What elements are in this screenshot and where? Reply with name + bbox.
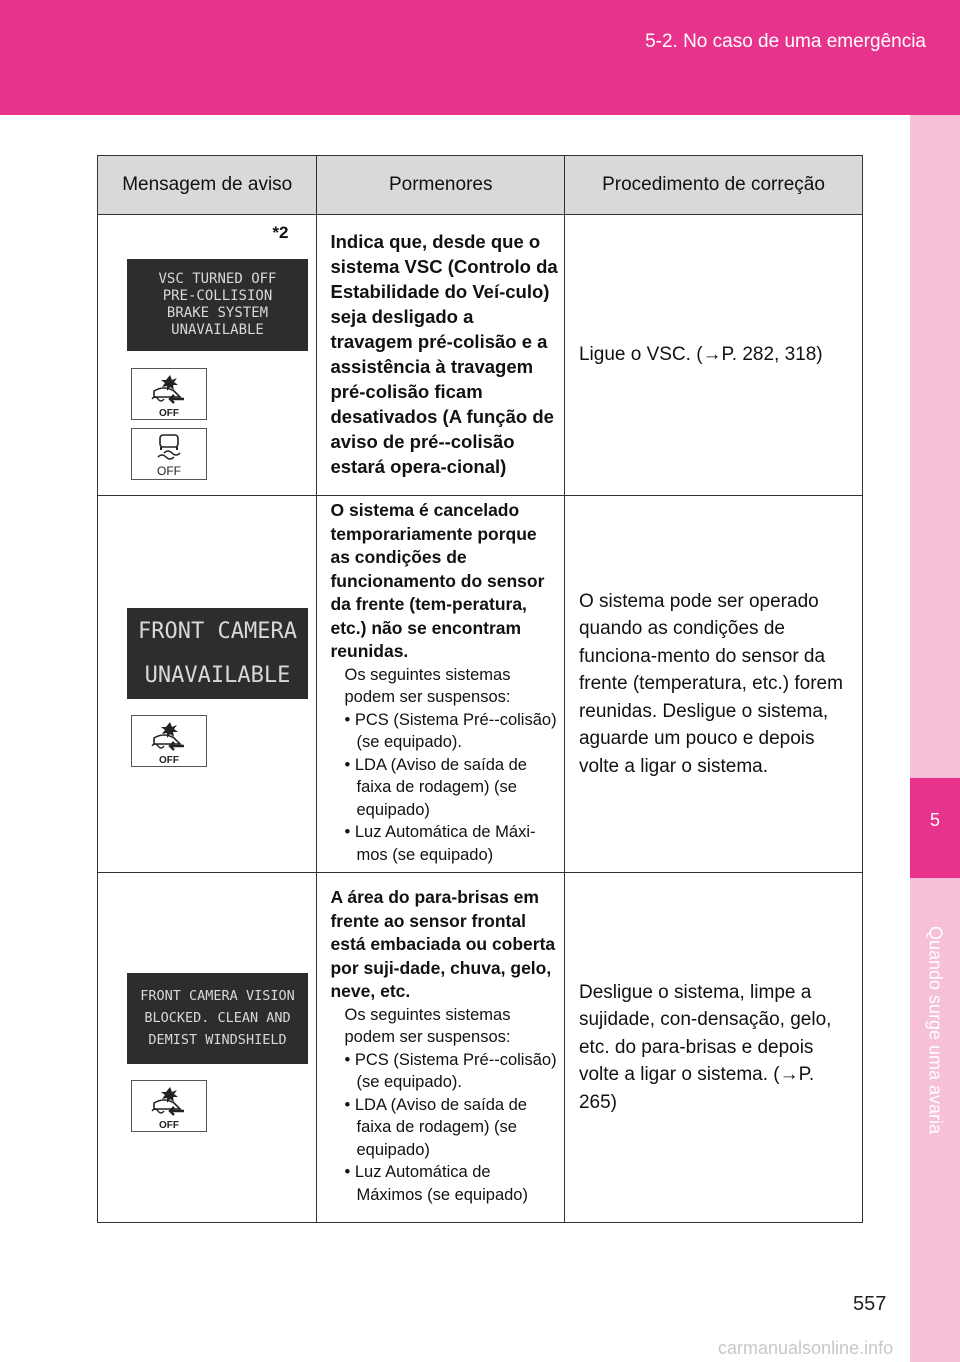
details-text: O sistema é cancelado temporariamente porque as condições de funcionamento do sensor da frente (tem-peratura, etc.) não se encontram reunidas. bbox=[330, 500, 545, 661]
procedure-text: Ligue o VSC. (→P. 282, 318) bbox=[578, 344, 823, 366]
table-row bbox=[98, 215, 863, 496]
chapter-number: 5 bbox=[929, 810, 940, 830]
lcd-line: VSC TURNED OFF bbox=[158, 271, 277, 287]
header-bar bbox=[0, 0, 960, 115]
procedure-cell bbox=[564, 873, 862, 1223]
warning-message-cell bbox=[98, 496, 317, 873]
footnote-mark: *2 bbox=[272, 223, 289, 242]
details-intro: Os seguintes sistemas podem ser suspensos: bbox=[344, 665, 511, 706]
details-cell bbox=[317, 873, 564, 1223]
details-cell bbox=[317, 215, 564, 496]
warning-message-table bbox=[97, 155, 863, 1223]
column-header-procedure: Procedimento de correção bbox=[564, 156, 862, 215]
pcs-off-indicator-icon bbox=[131, 715, 207, 767]
details-intro: Os seguintes sistemas podem ser suspensos: bbox=[344, 1005, 511, 1046]
lcd-warning-display bbox=[127, 608, 308, 699]
indicator-off-text: OFF bbox=[159, 408, 179, 419]
lcd-warning-display bbox=[127, 973, 308, 1064]
table-row bbox=[98, 496, 863, 873]
indicator-off-text: OFF bbox=[159, 755, 179, 766]
procedure-text: Desligue o sistema, limpe a sujidade, con-densação, gelo, etc. do para-brisas e depois volte a ligar o sistema. (→P. 265) bbox=[578, 981, 832, 1113]
details-text: A área do para-brisas em frente ao sensor frontal está embaciada ou coberta por suji-dade, chuva, gelo, neve, etc. bbox=[330, 887, 556, 1001]
lcd-line: UNAVAILABLE bbox=[144, 663, 291, 688]
details-subtext bbox=[330, 664, 559, 867]
lcd-line: BRAKE SYSTEM bbox=[166, 305, 269, 321]
details-list-item: • Luz Automática de Máximos (se equipado) bbox=[344, 1163, 528, 1204]
procedure-cell bbox=[564, 215, 862, 496]
column-header-message: Mensagem de aviso bbox=[98, 156, 317, 215]
table-row bbox=[98, 873, 863, 1223]
lcd-line: BLOCKED. CLEAN AND bbox=[144, 1010, 291, 1026]
procedure-text: O sistema pode ser operado quando as condições de funciona-mento do sensor da frente (temperatura, etc.) forem reunidas. Desligue o sistema, aguarde um pouco e depois volte a ligar o sistema. bbox=[578, 590, 843, 777]
lcd-line: FRONT CAMERA bbox=[138, 619, 297, 644]
lcd-line: UNAVAILABLE bbox=[171, 322, 264, 338]
table-header-row bbox=[98, 156, 863, 215]
details-list-item: • Luz Automática de Máxi-mos (se equipado) bbox=[344, 823, 536, 864]
lcd-line: DEMIST WINDSHIELD bbox=[148, 1032, 287, 1048]
details-cell bbox=[317, 496, 564, 873]
vsc-off-indicator-icon bbox=[131, 428, 207, 480]
details-list-item: • LDA (Aviso de saída de faixa de rodagem) (se equipado) bbox=[344, 1095, 527, 1159]
watermark: carmanualsonline.info bbox=[718, 1338, 894, 1358]
details-list-item: • LDA (Aviso de saída de faixa de rodagem) (se equipado) bbox=[344, 755, 527, 819]
lcd-line: PRE-COLLISION bbox=[162, 288, 273, 304]
details-text: Indica que, desde que o sistema VSC (Controlo da Estabilidade do Veí-culo) seja desligado a travagem pré-colisão e a assistência à travagem pré-colisão ficam desativados (A função de aviso de pré--colisão estará opera-cional) bbox=[330, 230, 558, 477]
warning-message-cell bbox=[98, 873, 317, 1223]
chapter-label: Quando surge uma avaria bbox=[925, 925, 946, 1135]
lcd-warning-display bbox=[127, 259, 308, 351]
section-title: 5-2. No caso de uma emergência bbox=[645, 31, 926, 52]
column-header-details: Pormenores bbox=[317, 156, 564, 215]
procedure-cell bbox=[564, 496, 862, 873]
details-subtext bbox=[330, 1004, 559, 1207]
pcs-off-indicator-icon bbox=[131, 368, 207, 420]
page-number: 557 bbox=[853, 1293, 887, 1315]
pcs-off-indicator-icon bbox=[131, 1080, 207, 1132]
chapter-side-tab bbox=[910, 115, 960, 1362]
indicator-off-text: OFF bbox=[159, 1120, 179, 1131]
lcd-line: FRONT CAMERA VISION bbox=[140, 988, 295, 1004]
warning-message-cell bbox=[98, 215, 317, 496]
details-list-item: • PCS (Sistema Pré--colisão) (se equipado). bbox=[344, 1050, 557, 1091]
details-list-item: • PCS (Sistema Pré--colisão) (se equipado). bbox=[344, 710, 557, 751]
indicator-off-text: OFF bbox=[157, 464, 181, 478]
